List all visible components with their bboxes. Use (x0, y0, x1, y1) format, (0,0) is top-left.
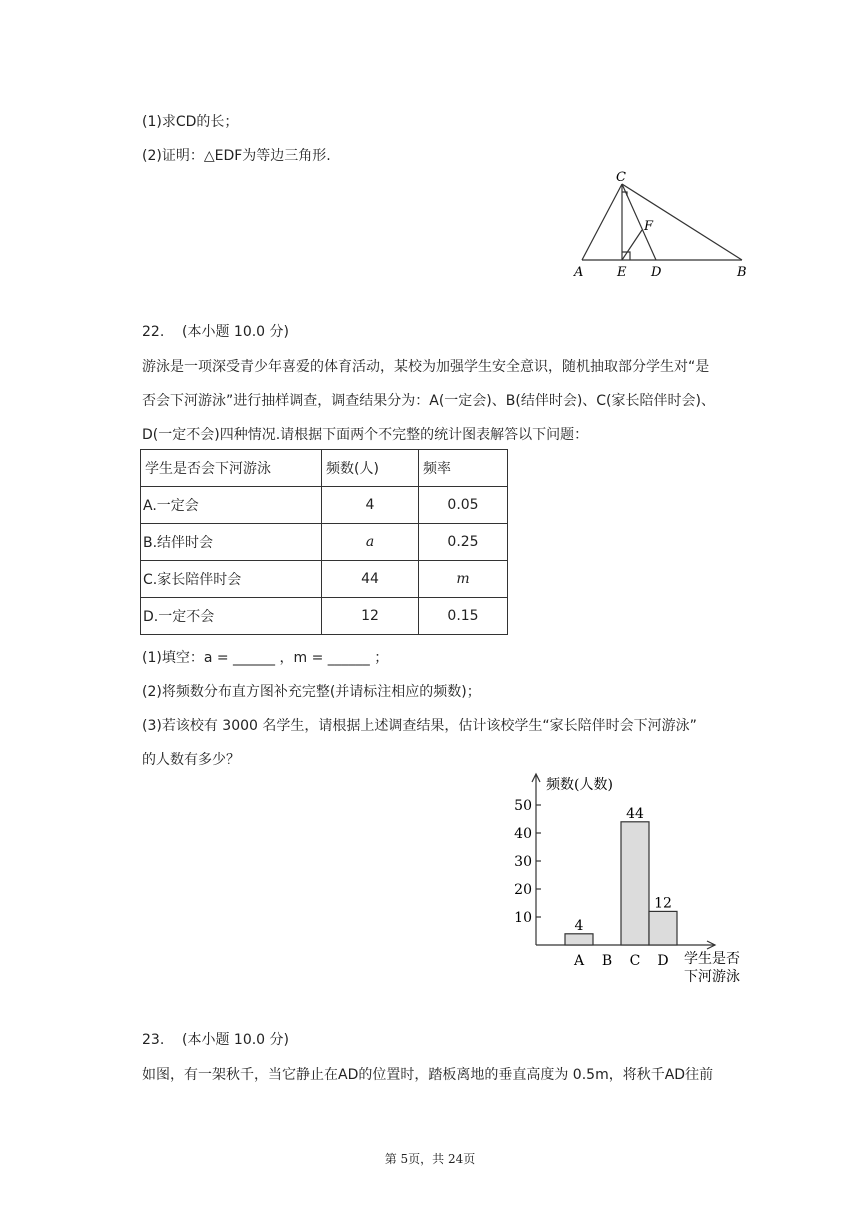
label-F: F (644, 219, 654, 234)
q22-header (142, 322, 289, 342)
table-cell: 4 (322, 487, 419, 524)
y-tick-label: 30 (514, 854, 532, 870)
frequency-histogram (505, 770, 775, 990)
q23-number: 23. (142, 1032, 165, 1048)
y-axis-label: 频数(人数) (546, 777, 613, 793)
y-tick-label: 20 (514, 882, 532, 898)
label-A: A (574, 265, 584, 280)
table-row (141, 561, 508, 598)
table-header-cell: 频数(人) (322, 450, 419, 487)
x-category-label: B (601, 953, 613, 969)
page-footer: 第 5页，共 24页 (384, 1152, 476, 1166)
label-E: E (617, 265, 627, 280)
table-cell: 0.15 (419, 598, 508, 635)
bar-D (649, 911, 677, 945)
x-axis-label-line2: 下河游泳 (684, 969, 740, 985)
q23-stem-line1: 如图，有一架秋千，当它静止在AD的位置时，踏板离地的垂直高度为 0.5m，将秋千AD往前 (142, 1067, 714, 1083)
label-D: D (651, 265, 662, 280)
table-cell: 44 (322, 561, 419, 598)
q22-points: (本小题 10.0 分) (182, 324, 289, 340)
q22-stem-line3: D(一定不会)四种情况.请根据下面两个不完整的统计图表解答以下问题： (142, 427, 589, 443)
bar-C (621, 822, 649, 945)
table-cell: 0.05 (419, 487, 508, 524)
y-tick-label: 10 (514, 910, 532, 926)
table-cell: B.结伴时会 (141, 524, 322, 561)
q23-points: (本小题 10.0 分) (182, 1032, 289, 1048)
table-row (141, 524, 508, 561)
table-cell: D.一定不会 (141, 598, 322, 635)
q22-stem-line2: 否会下河游泳”进行抽样调查，调查结果分为：A(一定会)、B(结伴时会)、C(家长陪伴时会)、 (142, 393, 715, 409)
bar-data-label: 12 (654, 895, 672, 912)
q22-part3-line1: (3)若该校有 3000 名学生，请根据上述调查结果，估计该校学生“家长陪伴时会下河游泳” (142, 718, 697, 734)
label-C: C (616, 170, 626, 185)
bar-data-label: 44 (626, 805, 644, 822)
table-cell: m (419, 561, 508, 598)
label-B: B (737, 265, 747, 280)
bar-A (565, 934, 593, 945)
frequency-table (140, 449, 508, 635)
table-cell: A.一定会 (141, 487, 322, 524)
bar-data-label: 4 (574, 917, 584, 934)
q22-part1: (1)填空：a = ______ ，m = ______ ； (142, 650, 389, 666)
q22-number: 22. (142, 324, 165, 340)
table-cell: 0.25 (419, 524, 508, 561)
q21-part2: (2)证明：△EDF为等边三角形. (142, 148, 331, 164)
table-row (141, 598, 508, 635)
table-header-cell: 学生是否会下河游泳 (141, 450, 322, 487)
table-header-cell: 频率 (419, 450, 508, 487)
x-axis-label-line1: 学生是否 (684, 951, 740, 967)
q23-header (142, 1030, 289, 1050)
table-cell: C.家长陪伴时会 (141, 561, 322, 598)
q22-part3-line2: 的人数有多少？ (142, 752, 240, 768)
q22-stem-line1: 游泳是一项深受青少年喜爱的体育活动，某校为加强学生安全意识，随机抽取部分学生对“是 (142, 359, 710, 375)
y-tick-label: 40 (514, 826, 532, 842)
q22-part2: (2)将频数分布直方图补充完整(并请标注相应的频数)； (142, 684, 481, 700)
table-row (141, 487, 508, 524)
x-category-label: C (629, 953, 641, 969)
y-tick-label: 50 (514, 798, 532, 814)
table-header-row (141, 450, 508, 487)
table-cell: 12 (322, 598, 419, 635)
table-cell: a (322, 524, 419, 561)
q21-triangle-figure (570, 168, 755, 283)
x-category-label: D (657, 953, 669, 969)
q21-part1: (1)求CD的长； (142, 114, 239, 130)
x-category-label: A (573, 953, 585, 969)
